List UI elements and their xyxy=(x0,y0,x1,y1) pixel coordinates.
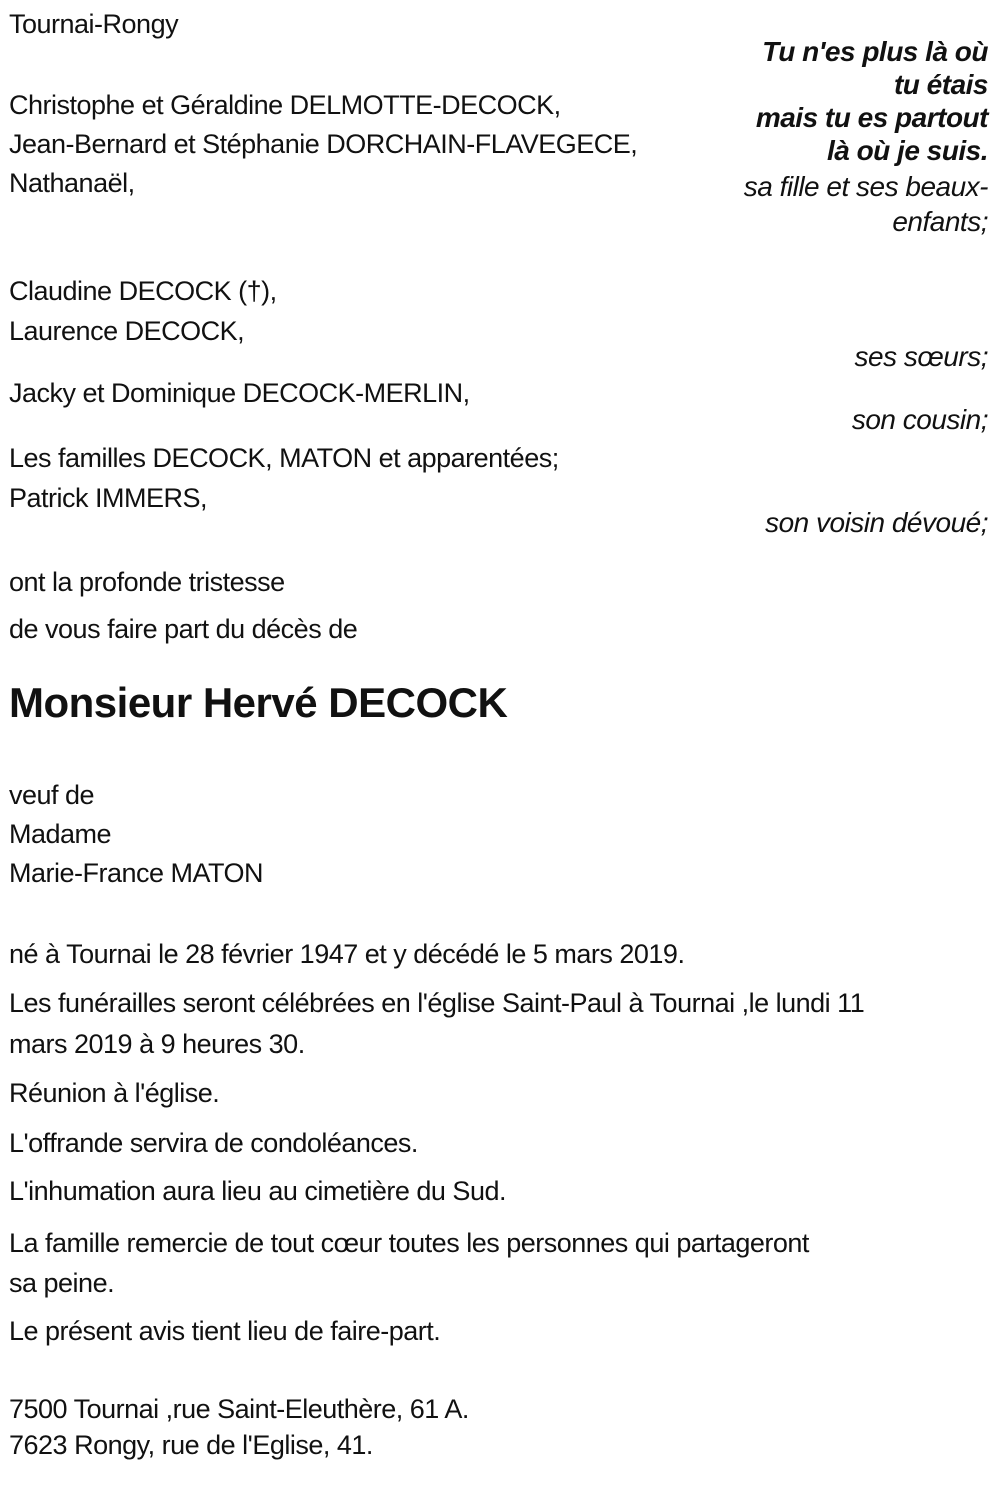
funeral-line: Les funérailles seront célébrées en l'église Saint-Paul à Tournai ,le lundi 11 xyxy=(9,988,865,1018)
widower-line: Marie-France MATON xyxy=(9,858,264,888)
mourner-line: Jean-Bernard et Stéphanie DORCHAIN-FLAVEGECE, xyxy=(9,129,638,159)
epitaph-line: là où je suis. xyxy=(826,135,988,166)
announcement xyxy=(9,559,357,653)
epitaph-line: mais tu es partout xyxy=(755,102,988,133)
announcement-line: ont la profonde tristesse xyxy=(9,567,285,597)
burial-line: L'inhumation aura lieu au cimetière du Sud. xyxy=(9,1176,506,1206)
thanks-line: sa peine. xyxy=(9,1268,115,1298)
meeting-line: Réunion à l'église. xyxy=(9,1078,220,1108)
mourner-line: Laurence DECOCK, xyxy=(9,316,245,346)
addresses-block xyxy=(9,1391,469,1463)
mourner-line: Claudine DECOCK (†), xyxy=(9,276,277,306)
mourner-line: Nathanaël, xyxy=(9,168,135,198)
relation-daughter xyxy=(744,169,988,239)
mourners-group-2 xyxy=(9,271,277,351)
mourner-line: Christophe et Géraldine DELMOTTE-DECOCK, xyxy=(9,90,561,120)
mourner-line: Les familles DECOCK, MATON et apparentées; xyxy=(9,443,559,473)
place-header: Tournai-Rongy xyxy=(9,9,179,39)
mourner-line: Patrick IMMERS, xyxy=(9,483,208,513)
offering-line: L'offrande servira de condoléances. xyxy=(9,1128,418,1158)
mourner-line: Jacky et Dominique DECOCK-MERLIN, xyxy=(9,378,470,408)
birth-death-line: né à Tournai le 28 février 1947 et y décédé le 5 mars 2019. xyxy=(9,939,685,969)
relation-line: enfants; xyxy=(892,206,988,237)
relation-neighbor: son voisin dévoué; xyxy=(765,507,988,538)
thanks-line: La famille remercie de tout cœur toutes les personnes qui partageront xyxy=(9,1228,809,1258)
epitaph-quote xyxy=(756,35,988,167)
widower-block xyxy=(9,776,263,893)
thanks-paragraph xyxy=(9,1223,809,1303)
address-line: 7500 Tournai ,rue Saint-Eleuthère, 61 A. xyxy=(9,1394,469,1424)
deceased-name: Monsieur Hervé DECOCK xyxy=(9,679,508,726)
epitaph-line: tu étais xyxy=(893,69,988,100)
funeral-line: mars 2019 à 9 heures 30. xyxy=(9,1029,305,1059)
relation-cousin: son cousin; xyxy=(851,404,988,435)
relation-sisters: ses sœurs; xyxy=(854,341,988,372)
mourners-group-1 xyxy=(9,86,637,203)
notice-line: Le présent avis tient lieu de faire-part. xyxy=(9,1316,441,1346)
mourners-group-3 xyxy=(9,373,470,413)
funeral-paragraph xyxy=(9,983,864,1065)
announcement-line: de vous faire part du décès de xyxy=(9,614,358,644)
widower-line: veuf de xyxy=(9,780,95,810)
widower-line: Madame xyxy=(9,819,112,849)
epitaph-line: Tu n'es plus là où xyxy=(762,36,988,67)
address-line: 7623 Rongy, rue de l'Eglise, 41. xyxy=(9,1430,373,1460)
mourners-group-4 xyxy=(9,438,559,518)
relation-line: sa fille et ses beaux- xyxy=(743,171,988,202)
